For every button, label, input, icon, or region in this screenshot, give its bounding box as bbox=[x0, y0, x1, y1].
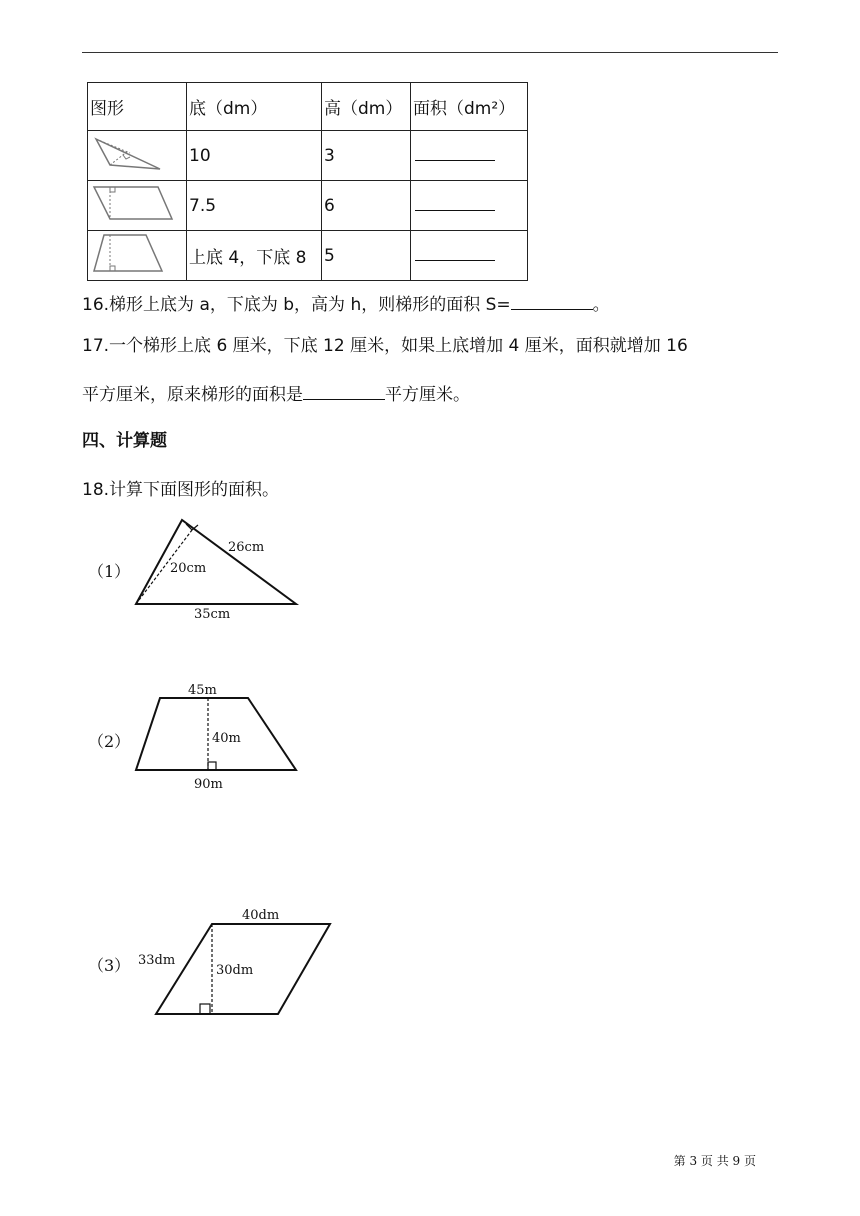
table-row bbox=[88, 131, 528, 181]
table-header-row bbox=[88, 83, 528, 131]
header-shape: 图形 bbox=[88, 83, 187, 131]
base-cell: 7.5 bbox=[187, 181, 322, 231]
section-title: 四、计算题 bbox=[82, 431, 167, 451]
fig1-base-label: 35cm bbox=[194, 607, 231, 622]
fig1-height-label: 20cm bbox=[170, 561, 207, 576]
area-answer-cell bbox=[411, 181, 528, 231]
shape-cell bbox=[88, 131, 187, 181]
fig3-label: （3） bbox=[88, 956, 131, 975]
table-row bbox=[88, 231, 528, 281]
question-17-line2 bbox=[82, 384, 470, 404]
question-18: 18.计算下面图形的面积。 bbox=[82, 480, 280, 500]
parallelogram-icon bbox=[90, 181, 180, 225]
fig3-side-label: 33dm bbox=[138, 953, 176, 968]
header-rule bbox=[82, 52, 778, 53]
q16-text: 16.梯形上底为 a，下底为 b，高为 h，则梯形的面积 S= bbox=[82, 295, 511, 315]
figure-trapezoid bbox=[120, 680, 320, 796]
shape-cell bbox=[88, 231, 187, 281]
q17-text: 平方厘米，原来梯形的面积是 bbox=[82, 385, 303, 405]
height-cell: 6 bbox=[322, 181, 411, 231]
fig2-label: （2） bbox=[88, 732, 131, 751]
q17-end: 平方厘米。 bbox=[385, 385, 470, 405]
trapezoid-icon bbox=[90, 231, 180, 275]
q16-blank[interactable] bbox=[511, 294, 593, 310]
fig2-bottom-label: 90m bbox=[194, 777, 223, 792]
page-footer: 第 3 页 共 9 页 bbox=[673, 1154, 756, 1168]
answer-blank[interactable] bbox=[415, 196, 495, 211]
fig1-side-label: 26cm bbox=[228, 540, 265, 555]
table-row bbox=[88, 181, 528, 231]
q17-blank[interactable] bbox=[303, 384, 385, 400]
area-answer-cell bbox=[411, 231, 528, 281]
question-17-line1: 17.一个梯形上底 6 厘米，下底 12 厘米，如果上底增加 4 厘米，面积就增加 16 bbox=[82, 336, 688, 356]
question-16 bbox=[82, 294, 610, 314]
q16-end: 。 bbox=[592, 295, 610, 315]
area-table bbox=[87, 82, 528, 281]
fig3-height-label: 30dm bbox=[216, 963, 254, 978]
fig2-height-label: 40m bbox=[212, 731, 241, 746]
header-base: 底（dm） bbox=[187, 83, 322, 131]
answer-blank[interactable] bbox=[415, 146, 495, 161]
base-cell: 上底 4，下底 8 bbox=[187, 231, 322, 281]
figure-parallelogram bbox=[130, 900, 340, 1024]
height-cell: 5 bbox=[322, 231, 411, 281]
area-answer-cell bbox=[411, 131, 528, 181]
fig3-top-label: 40dm bbox=[242, 908, 280, 923]
shape-cell bbox=[88, 181, 187, 231]
height-cell: 3 bbox=[322, 131, 411, 181]
header-area: 面积（dm²） bbox=[411, 83, 528, 131]
fig2-top-label: 45m bbox=[188, 683, 217, 698]
header-height: 高（dm） bbox=[322, 83, 411, 131]
fig1-label: （1） bbox=[88, 562, 131, 581]
base-cell: 10 bbox=[187, 131, 322, 181]
answer-blank[interactable] bbox=[415, 246, 495, 261]
figure-triangle bbox=[120, 510, 320, 628]
triangle-icon bbox=[90, 131, 180, 175]
